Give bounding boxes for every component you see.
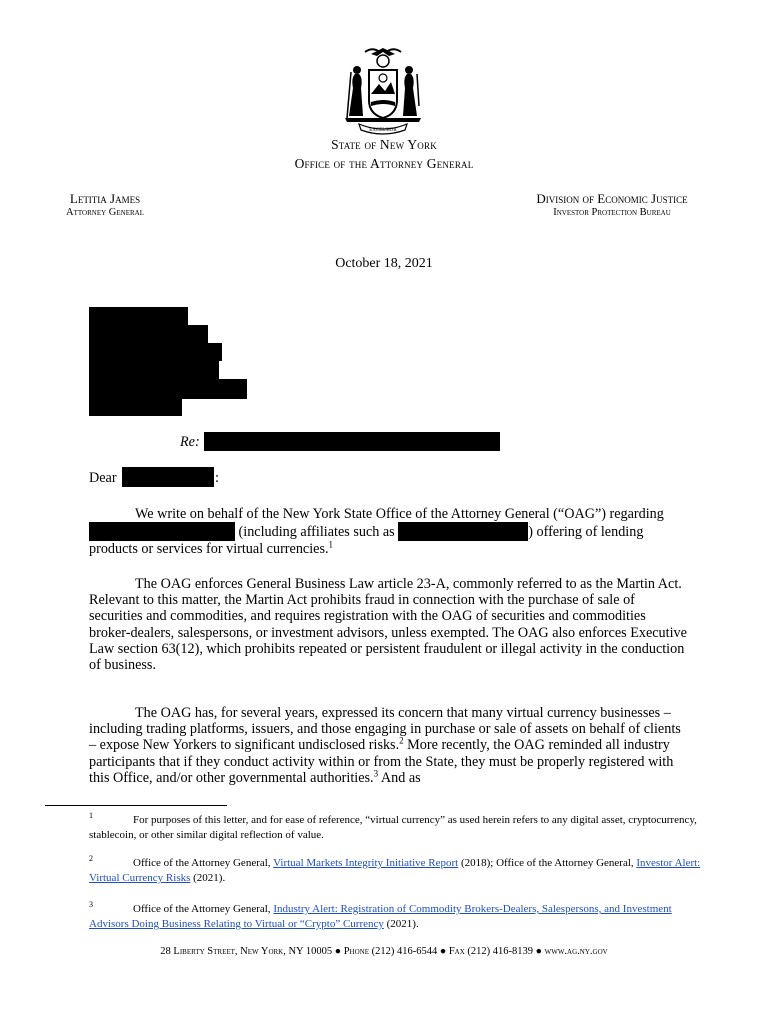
- footnote-ref-3: 3: [373, 768, 379, 779]
- footnote-divider: [45, 805, 227, 806]
- salutation: Dear: [89, 470, 117, 486]
- state-seal-logo: [331, 44, 435, 138]
- paragraph-2: The OAG enforces General Business Law article 23-A, commonly referred to as the Martin Act. Relevant to this matter, the Martin Act prohibits fraud in connection with the purchase of sale of securities and commodities, and requires registration with the OAG of securities and commodities broker-dealers, salespersons, or investment advisors, unless exempted. The OAG also enforces Executive Law section 63(12), which prohibits repeated or persistent fraudulent or illegal activity in the conduction of business.: [89, 576, 687, 674]
- attorney-general-name: Letitia James: [69, 191, 141, 206]
- paragraph-3: The OAG has, for several years, expressed its concern that many virtual currency businesses – including trading platforms, issuers, and those engaging in purchase or sale of assets on behalf of clients – expose New Yorkers to significant undisclosed risks.$^2$ More recently, the OAG reminded all industry participants that if they conduct activity within or from the State, they must be properly registered with this Office, and/or other governmental authorities.$^3$ And as: [89, 705, 681, 786]
- redacted-address-line: [89, 307, 188, 325]
- redacted-address-line: [89, 325, 208, 343]
- bureau-name: Investor Protection Bureau: [553, 207, 671, 218]
- seal-motto: EXCELSIOR: [369, 128, 397, 133]
- letterhead-footer: 28 Liberty Street, New York, NY 10005 ● Phone (212) 416-6544 ● Fax (212) 416-8139 ● www.ag.ny.gov: [160, 946, 608, 957]
- redacted-recipient-name: [122, 467, 214, 487]
- salutation-colon: :: [215, 470, 219, 486]
- link-investor-alert[interactable]: Investor Alert: Virtual Currency Risks: [89, 857, 701, 884]
- header-state: State of New York: [331, 137, 437, 152]
- link-industry-alert[interactable]: Industry Alert: Registration of Commodity Brokers-Dealers, Salespersons, and Investment Advisors Doing Business Relating to Virtual or “Crypto” Currency: [89, 903, 672, 930]
- redacted-company-name: [89, 522, 235, 541]
- link-virtual-markets-report[interactable]: Virtual Markets Integrity Initiative Report: [273, 857, 459, 869]
- redacted-address-line: [89, 399, 182, 416]
- division-name: Division of Economic Justice: [536, 191, 688, 206]
- footnote-ref-2: 2: [399, 735, 404, 746]
- attorney-general-title: Attorney General: [66, 207, 144, 218]
- paragraph-1: We write on behalf of the New York State Office of the Attorney General (“OAG”) regarding (including affiliates such as ) offering of lending products or services for virtual currencies.$^1$: [89, 506, 664, 558]
- redacted-address-line: [89, 379, 247, 399]
- redacted-affiliate-name: [398, 522, 528, 541]
- letter-date: October 18, 2021: [335, 256, 433, 271]
- redacted-subject: [204, 432, 500, 451]
- redacted-address-line: [89, 343, 222, 361]
- footnote-2: 2 Office of the Attorney General, Virtual Markets Integrity Initiative Report (2018); Office of the Attorney General, Investor Alert: Virtual Currency Risks (2021).: [89, 854, 701, 884]
- re-label: Re:: [180, 434, 200, 450]
- footnote-ref-1: 1: [328, 539, 334, 550]
- header-office: Office of the Attorney General: [294, 156, 474, 171]
- redacted-address-line: [89, 361, 219, 379]
- footnote-3: 3 Office of the Attorney General, Industry Alert: Registration of Commodity Brokers-Dealers, Salespersons, and Investment Advisors Doing Business Relating to Virtual or “Crypto” Currency (2021).: [89, 900, 672, 930]
- footnote-1: 1 For purposes of this letter, and for ease of reference, “virtual currency” as used herein refers to any digital asset, cryptocurrency, stablecoin, or other similar digital reflection of value.: [89, 811, 697, 841]
